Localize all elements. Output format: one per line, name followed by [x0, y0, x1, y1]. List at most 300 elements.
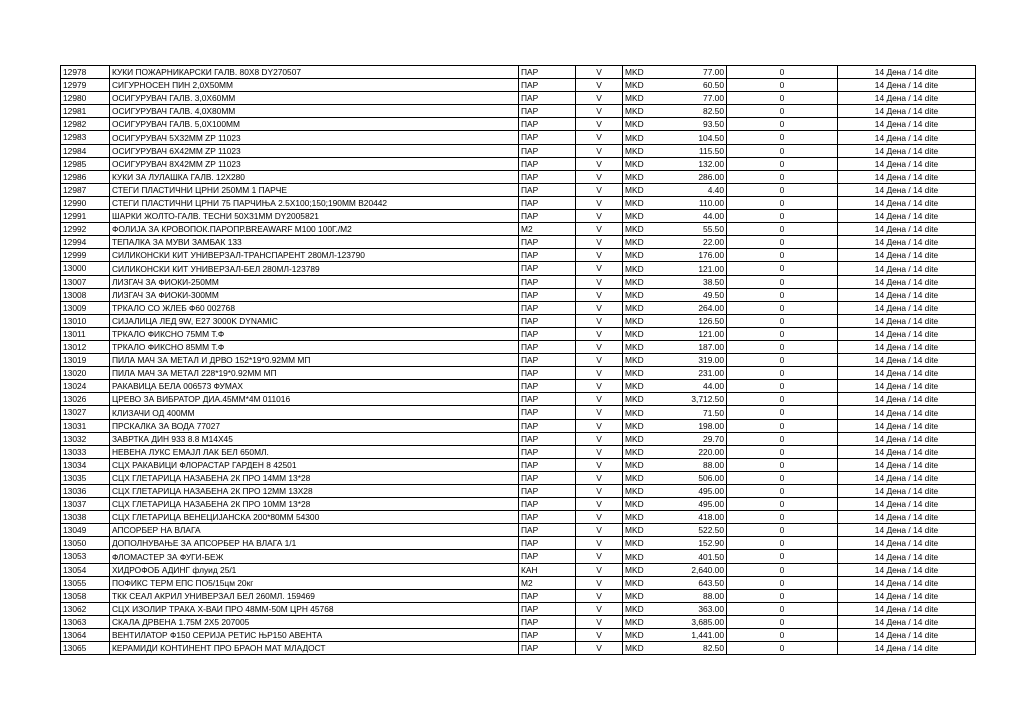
item-stock-cell: 0	[727, 615, 838, 628]
item-delivery-cell: 14 Дена / 14 dite	[838, 66, 976, 79]
item-vat-cell: V	[576, 498, 623, 511]
item-currency-cell: MKD	[623, 340, 654, 353]
item-stock-cell: 0	[727, 485, 838, 498]
item-name-cell: СЦХ РАКАВИЦИ ФЛОРАСТАР ГАРДЕН 8 42501	[110, 458, 519, 471]
item-stock-cell: 0	[727, 223, 838, 236]
item-stock-cell: 0	[727, 249, 838, 262]
item-delivery-cell: 14 Дена / 14 dite	[838, 79, 976, 92]
item-delivery-cell: 14 Дена / 14 dite	[838, 445, 976, 458]
table-row	[61, 589, 976, 602]
item-price-cell: 363.00	[653, 602, 727, 615]
item-code-cell: 13054	[61, 563, 110, 576]
item-vat-cell: V	[576, 563, 623, 576]
item-price-cell: 104.50	[653, 131, 727, 144]
item-stock-cell: 0	[727, 432, 838, 445]
table-row	[61, 432, 976, 445]
item-currency-cell: MKD	[623, 498, 654, 511]
table-row	[61, 249, 976, 262]
item-name-cell: КУКИ ЗА ЛУЛАШКА ГАЛВ. 12X280	[110, 170, 519, 183]
item-currency-cell: MKD	[623, 144, 654, 157]
item-name-cell: ОСИГУРУВАЧ ГАЛВ. 4,0X80ММ	[110, 105, 519, 118]
table-row	[61, 524, 976, 537]
item-vat-cell: V	[576, 602, 623, 615]
table-row	[61, 642, 976, 655]
item-unit-cell: ПАР	[519, 419, 576, 432]
item-delivery-cell: 14 Дена / 14 dite	[838, 92, 976, 105]
table-row	[61, 471, 976, 484]
item-unit-cell: ПАР	[519, 288, 576, 301]
item-currency-cell: MKD	[623, 249, 654, 262]
item-vat-cell: V	[576, 105, 623, 118]
item-price-cell: 88.00	[653, 589, 727, 602]
item-currency-cell: MKD	[623, 170, 654, 183]
item-price-cell: 231.00	[653, 367, 727, 380]
item-name-cell: РАКАВИЦА БЕЛА 006573 ФУМАХ	[110, 380, 519, 393]
item-stock-cell: 0	[727, 118, 838, 131]
item-stock-cell: 0	[727, 157, 838, 170]
table-row	[61, 550, 976, 563]
item-price-cell: 93.50	[653, 118, 727, 131]
item-name-cell: ОСИГУРУВАЧ 6X42ММ ZP 11023	[110, 144, 519, 157]
item-vat-cell: V	[576, 223, 623, 236]
item-delivery-cell: 14 Дена / 14 dite	[838, 576, 976, 589]
item-delivery-cell: 14 Дена / 14 dite	[838, 602, 976, 615]
item-code-cell: 12986	[61, 170, 110, 183]
item-code-cell: 13058	[61, 589, 110, 602]
item-code-cell: 13035	[61, 471, 110, 484]
item-price-cell: 121.00	[653, 327, 727, 340]
table-row	[61, 485, 976, 498]
item-stock-cell: 0	[727, 406, 838, 419]
item-delivery-cell: 14 Дена / 14 dite	[838, 314, 976, 327]
item-vat-cell: V	[576, 615, 623, 628]
table-row	[61, 210, 976, 223]
price-list-body	[61, 66, 976, 655]
item-code-cell: 13062	[61, 602, 110, 615]
table-row	[61, 419, 976, 432]
item-code-cell: 13000	[61, 262, 110, 275]
item-vat-cell: V	[576, 458, 623, 471]
item-stock-cell: 0	[727, 458, 838, 471]
item-name-cell: НЕВЕНА ЛУКС ЕМАЈЛ ЛАК БЕЛ 650МЛ.	[110, 445, 519, 458]
item-price-cell: 506.00	[653, 471, 727, 484]
item-delivery-cell: 14 Дена / 14 dite	[838, 458, 976, 471]
item-stock-cell: 0	[727, 327, 838, 340]
table-row	[61, 511, 976, 524]
item-stock-cell: 0	[727, 301, 838, 314]
item-delivery-cell: 14 Дена / 14 dite	[838, 354, 976, 367]
item-delivery-cell: 14 Дена / 14 dite	[838, 550, 976, 563]
item-delivery-cell: 14 Дена / 14 dite	[838, 340, 976, 353]
item-price-cell: 22.00	[653, 236, 727, 249]
item-stock-cell: 0	[727, 66, 838, 79]
item-stock-cell: 0	[727, 367, 838, 380]
item-name-cell: ВЕНТИЛАТОР Ф150 СЕРИЈА РЕТИС ЊР150 АВЕНТА	[110, 629, 519, 642]
item-vat-cell: V	[576, 589, 623, 602]
item-name-cell: АПСОРБЕР НА ВЛАГА	[110, 524, 519, 537]
item-currency-cell: MKD	[623, 105, 654, 118]
item-delivery-cell: 14 Дена / 14 dite	[838, 327, 976, 340]
item-name-cell: КЕРАМИДИ КОНТИНЕНТ ПРО БРАОН МАТ МЛАДОСТ	[110, 642, 519, 655]
table-row	[61, 275, 976, 288]
item-vat-cell: V	[576, 445, 623, 458]
item-name-cell: СТЕГИ ПЛАСТИЧНИ ЦРНИ 250ММ 1 ПАРЧЕ	[110, 183, 519, 196]
item-stock-cell: 0	[727, 183, 838, 196]
item-vat-cell: V	[576, 550, 623, 563]
item-unit-cell: ПАР	[519, 157, 576, 170]
item-currency-cell: MKD	[623, 354, 654, 367]
item-vat-cell: V	[576, 249, 623, 262]
item-price-cell: 126.50	[653, 314, 727, 327]
item-delivery-cell: 14 Дена / 14 dite	[838, 210, 976, 223]
item-name-cell: СЦХ ГЛЕТАРИЦА ВЕНЕЦИЈАНСКА 200*80ММ 54300	[110, 511, 519, 524]
table-row	[61, 354, 976, 367]
item-stock-cell: 0	[727, 629, 838, 642]
item-unit-cell: ПАР	[519, 314, 576, 327]
item-price-cell: 3,712.50	[653, 393, 727, 406]
item-vat-cell: V	[576, 576, 623, 589]
item-name-cell: ПИЛА МАЧ ЗА МЕТАЛ И ДРВО 152*19*0.92ММ МП	[110, 354, 519, 367]
item-unit-cell: ПАР	[519, 589, 576, 602]
item-currency-cell: MKD	[623, 380, 654, 393]
item-name-cell: ОСИГУРУВАЧ 8X42ММ ZP 11023	[110, 157, 519, 170]
item-name-cell: КЛИЗАЧИ ОД 400ММ	[110, 406, 519, 419]
item-name-cell: ЦРЕВО ЗА ВИБРАТОР ДИА.45ММ*4М 011016	[110, 393, 519, 406]
item-vat-cell: V	[576, 157, 623, 170]
item-code-cell: 13034	[61, 458, 110, 471]
item-stock-cell: 0	[727, 642, 838, 655]
item-stock-cell: 0	[727, 511, 838, 524]
item-currency-cell: MKD	[623, 550, 654, 563]
item-unit-cell: ПАР	[519, 340, 576, 353]
item-stock-cell: 0	[727, 393, 838, 406]
item-vat-cell: V	[576, 367, 623, 380]
item-vat-cell: V	[576, 642, 623, 655]
item-name-cell: ЛИЗГАЧ ЗА ФИОКИ-250ММ	[110, 275, 519, 288]
item-price-cell: 2,640.00	[653, 563, 727, 576]
item-name-cell: ДОПОЛНУВАЊЕ ЗА АПСОРБЕР НА ВЛАГА 1/1	[110, 537, 519, 550]
item-price-cell: 82.50	[653, 642, 727, 655]
item-code-cell: 13065	[61, 642, 110, 655]
item-name-cell: ШАРКИ ЖОЛТО-ГАЛВ. ТЕСНИ 50X31ММ DY2005821	[110, 210, 519, 223]
item-code-cell: 13053	[61, 550, 110, 563]
item-stock-cell: 0	[727, 314, 838, 327]
item-vat-cell: V	[576, 210, 623, 223]
item-vat-cell: V	[576, 92, 623, 105]
table-row	[61, 301, 976, 314]
table-row	[61, 183, 976, 196]
table-row	[61, 576, 976, 589]
item-price-cell: 1,441.00	[653, 629, 727, 642]
item-currency-cell: MKD	[623, 393, 654, 406]
item-name-cell: ТКК СЕАЛ АКРИЛ УНИВЕРЗАЛ БЕЛ 260МЛ. 159469	[110, 589, 519, 602]
item-name-cell: ТРКАЛО ФИКСНО 75ММ Т.Ф	[110, 327, 519, 340]
item-price-cell: 187.00	[653, 340, 727, 353]
item-name-cell: СЦХ ГЛЕТАРИЦА НАЗАБЕНА 2К ПРО 14ММ 13*28	[110, 471, 519, 484]
item-price-cell: 77.00	[653, 66, 727, 79]
item-delivery-cell: 14 Дена / 14 dite	[838, 275, 976, 288]
table-row	[61, 288, 976, 301]
item-vat-cell: V	[576, 288, 623, 301]
item-code-cell: 13036	[61, 485, 110, 498]
item-vat-cell: V	[576, 629, 623, 642]
item-code-cell: 13007	[61, 275, 110, 288]
item-delivery-cell: 14 Дена / 14 dite	[838, 301, 976, 314]
item-delivery-cell: 14 Дена / 14 dite	[838, 589, 976, 602]
item-price-cell: 60.50	[653, 79, 727, 92]
table-row	[61, 157, 976, 170]
item-currency-cell: MKD	[623, 471, 654, 484]
item-code-cell: 13012	[61, 340, 110, 353]
item-delivery-cell: 14 Дена / 14 dite	[838, 118, 976, 131]
item-vat-cell: V	[576, 118, 623, 131]
item-currency-cell: MKD	[623, 236, 654, 249]
item-unit-cell: ПАР	[519, 262, 576, 275]
item-delivery-cell: 14 Дена / 14 dite	[838, 471, 976, 484]
item-currency-cell: MKD	[623, 262, 654, 275]
table-row	[61, 458, 976, 471]
item-price-cell: 220.00	[653, 445, 727, 458]
item-code-cell: 12978	[61, 66, 110, 79]
item-price-cell: 71.50	[653, 406, 727, 419]
item-code-cell: 13050	[61, 537, 110, 550]
item-currency-cell: MKD	[623, 131, 654, 144]
item-price-cell: 44.00	[653, 380, 727, 393]
item-price-cell: 264.00	[653, 301, 727, 314]
item-unit-cell: ПАР	[519, 471, 576, 484]
table-row	[61, 367, 976, 380]
item-delivery-cell: 14 Дена / 14 dite	[838, 183, 976, 196]
item-price-cell: 286.00	[653, 170, 727, 183]
item-code-cell: 12985	[61, 157, 110, 170]
item-code-cell: 13038	[61, 511, 110, 524]
item-currency-cell: MKD	[623, 275, 654, 288]
item-stock-cell: 0	[727, 576, 838, 589]
item-unit-cell: ПАР	[519, 118, 576, 131]
item-delivery-cell: 14 Дена / 14 dite	[838, 144, 976, 157]
item-code-cell: 13024	[61, 380, 110, 393]
item-unit-cell: ПАР	[519, 602, 576, 615]
item-stock-cell: 0	[727, 79, 838, 92]
item-price-cell: 82.50	[653, 105, 727, 118]
item-code-cell: 12981	[61, 105, 110, 118]
item-unit-cell: ПАР	[519, 550, 576, 563]
item-currency-cell: MKD	[623, 92, 654, 105]
item-delivery-cell: 14 Дена / 14 dite	[838, 563, 976, 576]
item-currency-cell: MKD	[623, 576, 654, 589]
table-row	[61, 262, 976, 275]
item-code-cell: 13008	[61, 288, 110, 301]
item-delivery-cell: 14 Дена / 14 dite	[838, 615, 976, 628]
table-row	[61, 236, 976, 249]
item-currency-cell: MKD	[623, 367, 654, 380]
item-name-cell: ФЛОМАСТЕР ЗА ФУГИ-БЕЖ	[110, 550, 519, 563]
item-name-cell: СКАЛА ДРВЕНА 1.75М 2Х5 207005	[110, 615, 519, 628]
item-vat-cell: V	[576, 524, 623, 537]
item-delivery-cell: 14 Дена / 14 dite	[838, 236, 976, 249]
item-price-cell: 29.70	[653, 432, 727, 445]
item-price-cell: 132.00	[653, 157, 727, 170]
item-delivery-cell: 14 Дена / 14 dite	[838, 262, 976, 275]
item-unit-cell: ПАР	[519, 615, 576, 628]
item-code-cell: 12983	[61, 131, 110, 144]
item-unit-cell: М2	[519, 223, 576, 236]
item-name-cell: ОСИГУРУВАЧ 5X32ММ ZP 11023	[110, 131, 519, 144]
item-code-cell: 13031	[61, 419, 110, 432]
item-stock-cell: 0	[727, 550, 838, 563]
item-stock-cell: 0	[727, 92, 838, 105]
item-price-cell: 4.40	[653, 183, 727, 196]
item-delivery-cell: 14 Дена / 14 dite	[838, 223, 976, 236]
table-row	[61, 380, 976, 393]
item-unit-cell: ПАР	[519, 393, 576, 406]
item-name-cell: ТРКАЛО ФИКСНО 85ММ Т.Ф	[110, 340, 519, 353]
item-unit-cell: ПАР	[519, 367, 576, 380]
item-currency-cell: MKD	[623, 118, 654, 131]
item-delivery-cell: 14 Дена / 14 dite	[838, 105, 976, 118]
item-delivery-cell: 14 Дена / 14 dite	[838, 485, 976, 498]
item-delivery-cell: 14 Дена / 14 dite	[838, 131, 976, 144]
item-price-cell: 198.00	[653, 419, 727, 432]
item-vat-cell: V	[576, 340, 623, 353]
item-stock-cell: 0	[727, 419, 838, 432]
item-currency-cell: MKD	[623, 223, 654, 236]
item-price-cell: 152.90	[653, 537, 727, 550]
item-currency-cell: MKD	[623, 288, 654, 301]
item-currency-cell: MKD	[623, 629, 654, 642]
item-code-cell: 13049	[61, 524, 110, 537]
item-unit-cell: ПАР	[519, 66, 576, 79]
item-code-cell: 13009	[61, 301, 110, 314]
item-delivery-cell: 14 Дена / 14 dite	[838, 380, 976, 393]
item-unit-cell: ПАР	[519, 131, 576, 144]
item-code-cell: 13027	[61, 406, 110, 419]
item-stock-cell: 0	[727, 144, 838, 157]
item-name-cell: СИЛИКОНСКИ КИТ УНИВЕРЗАЛ-ТРАНСПАРЕНТ 280МЛ-123790	[110, 249, 519, 262]
item-code-cell: 13026	[61, 393, 110, 406]
item-currency-cell: MKD	[623, 79, 654, 92]
table-row	[61, 144, 976, 157]
table-row	[61, 602, 976, 615]
item-stock-cell: 0	[727, 471, 838, 484]
item-currency-cell: MKD	[623, 458, 654, 471]
item-unit-cell: ПАР	[519, 236, 576, 249]
item-delivery-cell: 14 Дена / 14 dite	[838, 196, 976, 209]
table-row	[61, 170, 976, 183]
item-code-cell: 12991	[61, 210, 110, 223]
item-vat-cell: V	[576, 131, 623, 144]
item-name-cell: КУКИ ПОЖАРНИКАРСКИ ГАЛВ. 80X8 DY270507	[110, 66, 519, 79]
table-row	[61, 498, 976, 511]
item-price-cell: 121.00	[653, 262, 727, 275]
item-name-cell: СЦХ ГЛЕТАРИЦА НАЗАБЕНА 2К ПРО 10ММ 13*28	[110, 498, 519, 511]
item-currency-cell: MKD	[623, 432, 654, 445]
item-unit-cell: ПАР	[519, 380, 576, 393]
item-stock-cell: 0	[727, 445, 838, 458]
item-price-cell: 110.00	[653, 196, 727, 209]
item-currency-cell: MKD	[623, 419, 654, 432]
item-vat-cell: V	[576, 79, 623, 92]
item-name-cell: ПОФИКС ТЕРМ ЕПС ПО5/15цм 20кг	[110, 576, 519, 589]
item-stock-cell: 0	[727, 236, 838, 249]
item-stock-cell: 0	[727, 537, 838, 550]
item-vat-cell: V	[576, 327, 623, 340]
item-name-cell: СИЛИКОНСКИ КИТ УНИВЕРЗАЛ-БЕЛ 280МЛ-123789	[110, 262, 519, 275]
item-delivery-cell: 14 Дена / 14 dite	[838, 537, 976, 550]
item-code-cell: 13055	[61, 576, 110, 589]
item-name-cell: СЦХ ИЗОЛИР ТРАКА Х-ВАИ ПРО 48ММ-50М ЦРН 45768	[110, 602, 519, 615]
item-name-cell: ЗАВРТКА ДИН 933 8.8 М14Х45	[110, 432, 519, 445]
item-code-cell: 12994	[61, 236, 110, 249]
item-name-cell: СИЈАЛИЦА ЛЕД 9W, E27 3000K DYNAMIC	[110, 314, 519, 327]
item-currency-cell: MKD	[623, 327, 654, 340]
item-vat-cell: V	[576, 196, 623, 209]
item-unit-cell: ПАР	[519, 170, 576, 183]
item-stock-cell: 0	[727, 340, 838, 353]
table-row	[61, 196, 976, 209]
item-stock-cell: 0	[727, 589, 838, 602]
item-code-cell: 13020	[61, 367, 110, 380]
item-unit-cell: ПАР	[519, 629, 576, 642]
item-stock-cell: 0	[727, 170, 838, 183]
item-unit-cell: ПАР	[519, 445, 576, 458]
item-currency-cell: MKD	[623, 314, 654, 327]
item-unit-cell: ПАР	[519, 183, 576, 196]
item-currency-cell: MKD	[623, 183, 654, 196]
table-row	[61, 314, 976, 327]
item-delivery-cell: 14 Дена / 14 dite	[838, 511, 976, 524]
item-unit-cell: ПАР	[519, 301, 576, 314]
item-unit-cell: ПАР	[519, 524, 576, 537]
item-delivery-cell: 14 Дена / 14 dite	[838, 524, 976, 537]
item-stock-cell: 0	[727, 288, 838, 301]
item-delivery-cell: 14 Дена / 14 dite	[838, 170, 976, 183]
item-unit-cell: ПАР	[519, 105, 576, 118]
item-name-cell: ПРСКАЛКА ЗА ВОДА 77027	[110, 419, 519, 432]
table-row	[61, 66, 976, 79]
item-name-cell: СИГУРНОСЕН ПИН 2,0X50ММ	[110, 79, 519, 92]
item-unit-cell: ПАР	[519, 458, 576, 471]
item-vat-cell: V	[576, 170, 623, 183]
item-code-cell: 12979	[61, 79, 110, 92]
item-unit-cell: ПАР	[519, 511, 576, 524]
item-price-cell: 401.50	[653, 550, 727, 563]
item-unit-cell: ПАР	[519, 537, 576, 550]
item-code-cell: 12984	[61, 144, 110, 157]
item-code-cell: 13011	[61, 327, 110, 340]
item-currency-cell: MKD	[623, 445, 654, 458]
item-name-cell: ОСИГУРУВАЧ ГАЛВ. 3,0X60ММ	[110, 92, 519, 105]
item-stock-cell: 0	[727, 380, 838, 393]
item-stock-cell: 0	[727, 563, 838, 576]
item-price-cell: 176.00	[653, 249, 727, 262]
item-currency-cell: MKD	[623, 485, 654, 498]
item-price-cell: 38.50	[653, 275, 727, 288]
item-delivery-cell: 14 Дена / 14 dite	[838, 288, 976, 301]
item-delivery-cell: 14 Дена / 14 dite	[838, 629, 976, 642]
item-code-cell: 12987	[61, 183, 110, 196]
item-price-cell: 319.00	[653, 354, 727, 367]
item-name-cell: ТРКАЛО СО ЖЛЕБ Ф60 002768	[110, 301, 519, 314]
item-stock-cell: 0	[727, 524, 838, 537]
item-vat-cell: V	[576, 406, 623, 419]
item-unit-cell: ПАР	[519, 432, 576, 445]
item-price-cell: 44.00	[653, 210, 727, 223]
table-row	[61, 79, 976, 92]
item-code-cell: 13033	[61, 445, 110, 458]
item-stock-cell: 0	[727, 105, 838, 118]
item-vat-cell: V	[576, 144, 623, 157]
